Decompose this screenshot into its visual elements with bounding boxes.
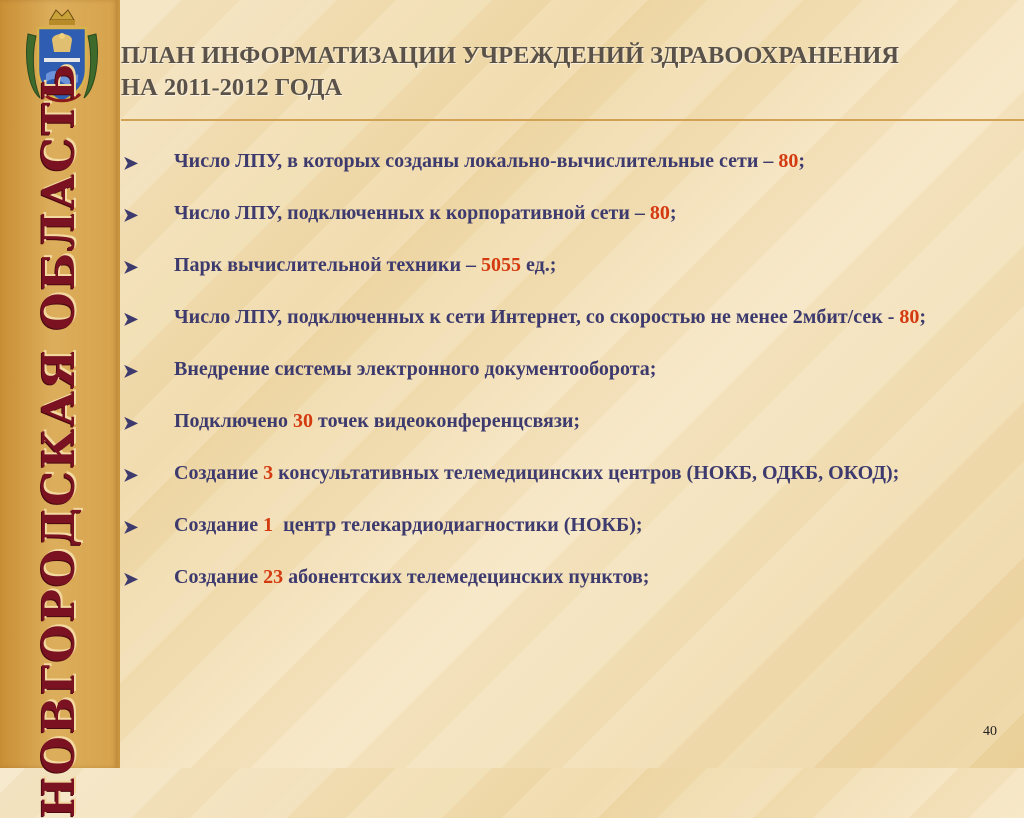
chevron-arrow-icon: ➤ [123, 413, 139, 433]
item-text-end: ; [798, 150, 806, 172]
item-number: 80 [778, 150, 799, 172]
item-text-end: ; [669, 202, 677, 224]
item-text: Парк вычислительной техники – [174, 254, 481, 276]
title-line-1: ПЛАН ИНФОРМАТИЗАЦИИ УЧРЕЖДЕНИЙ ЗДРАВООХРАНЕНИЯ [121, 42, 899, 69]
title-line-2: НА 2011-2012 ГОДА [121, 74, 343, 101]
item-number: 80 [899, 306, 920, 328]
item-number: 3 [263, 462, 274, 484]
item-text: Число ЛПУ, подключенных к корпоративной сети – [174, 202, 650, 224]
item-number: 23 [263, 566, 284, 588]
chevron-arrow-icon: ➤ [123, 569, 139, 589]
item-text-end: ед.; [520, 254, 557, 276]
item-text-end: консультативных телемедицинских центров (НОКБ, ОДКБ, ОКОД); [273, 462, 900, 484]
bullet-list [123, 145, 993, 613]
list-item [123, 301, 993, 334]
list-item [123, 145, 993, 178]
list-item [123, 249, 993, 282]
chevron-arrow-icon: ➤ [123, 517, 139, 537]
chevron-arrow-icon: ➤ [123, 205, 139, 225]
item-text: Число ЛПУ, подключенных к сети Интернет, со скоростью не менее 2мбит/сек - [174, 306, 900, 328]
list-item [123, 561, 993, 594]
list-item [123, 405, 993, 438]
item-text: Создание [174, 462, 264, 484]
region-name-vertical [10, 61, 108, 818]
chevron-arrow-icon: ➤ [123, 309, 139, 329]
region-name-text: НОВГОРОДСКАЯ ОБЛАСТЬ [33, 61, 85, 818]
list-item [123, 353, 993, 386]
list-item [123, 457, 993, 490]
list-item [123, 197, 993, 230]
chevron-arrow-icon: ➤ [123, 465, 139, 485]
item-text-end: центр телекардиодиагностики (НОКБ); [273, 514, 643, 536]
item-text-end: ; [919, 306, 927, 328]
title-divider [121, 119, 1024, 121]
sidebar-divider [118, 0, 120, 768]
item-number: 1 [263, 514, 274, 536]
chevron-arrow-icon: ➤ [123, 257, 139, 277]
item-text: Число ЛПУ, в которых созданы локально-вычислительные сети – [174, 150, 779, 172]
item-text-end: точек видеоконференцсвязи; [313, 410, 581, 432]
chevron-arrow-icon: ➤ [123, 153, 139, 173]
item-text: Создание [174, 514, 264, 536]
page-number: 40 [983, 724, 997, 739]
list-item [123, 509, 993, 542]
item-text: Внедрение системы электронного документооборота; [174, 358, 657, 380]
item-number: 5055 [480, 254, 521, 276]
item-number: 80 [649, 202, 670, 224]
chevron-arrow-icon: ➤ [123, 361, 139, 381]
item-text: Создание [174, 566, 264, 588]
item-text: Подключено [174, 410, 294, 432]
page-title [121, 40, 1001, 104]
item-number: 30 [293, 410, 314, 432]
item-text-end: абонентских телемедецинских пунктов; [283, 566, 650, 588]
